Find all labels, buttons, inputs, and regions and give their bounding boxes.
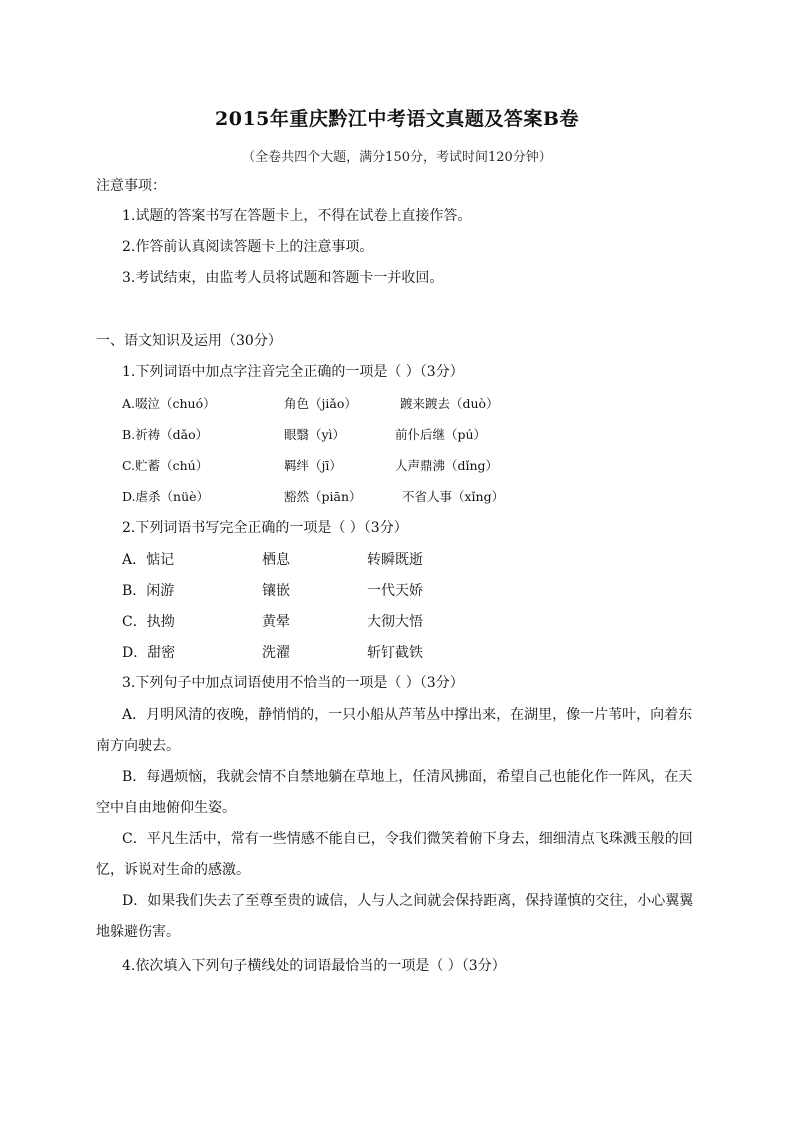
page-title: 2015年重庆黔江中考语文真题及答案B卷: [215, 108, 579, 130]
q2-option-d-2: 洗濯: [262, 645, 290, 661]
question-stem: 3.下列句子中加点词语使用不恰当的一项是（ ）（3分）: [122, 675, 464, 691]
q2-option-c-1: C．执拗: [122, 614, 175, 630]
q2-option-a-1: A．惦记: [122, 552, 175, 568]
q2-option-a-3: 转瞬既逝: [367, 552, 423, 568]
q1-option-c-2: 羁绊（jī）: [284, 458, 342, 473]
question-stem: 2.下列词语书写完全正确的一项是（ ）（3分）: [122, 520, 408, 536]
q2-option-b-1: B．闲游: [122, 583, 175, 599]
q1-option-d-2: 豁然（piān）: [284, 489, 362, 504]
question-stem: 4.依次填入下列句子横线处的词语最恰当的一项是（ ）（3分）: [122, 958, 506, 974]
q2-option-d-3: 斩钉截铁: [367, 645, 423, 661]
q1-option-a-3: 踱来踱去（duò）: [400, 396, 499, 411]
q1-option-b-1: B.祈祷（dǎo）: [122, 427, 209, 442]
notice-item: 1.试题的答案书写在答题卡上，不得在试卷上直接作答。: [122, 208, 472, 224]
q1-option-b-2: 眼翳（yì）: [284, 427, 346, 442]
q3-option-d: D．如果我们失去了至尊至贵的诚信，人与人之间就会保持距离，保持谨慎的交往，小心翼翼地躲避伤害。: [96, 893, 694, 940]
notice-heading: 注意事项：: [96, 178, 166, 194]
q2-option-b-2: 镶嵌: [262, 583, 290, 599]
q3-option-b: B．每遇烦恼，我就会情不自禁地躺在草地上，任清风拂面，希望自己也能化作一阵风，在天空中自由地俯仰生姿。: [96, 769, 693, 816]
q2-option-a-2: 栖息: [262, 552, 290, 568]
question-stem: 1.下列词语中加点字注音完全正确的一项是（ ）（3分）: [122, 364, 464, 380]
q2-option-c-3: 大彻大悟: [367, 614, 423, 630]
q1-option-c-1: C.贮蓄（chú）: [122, 458, 209, 473]
q1-option-a-1: A.啜泣（chuó）: [122, 396, 216, 411]
q1-option-d-3: 不省人事（xǐng）: [402, 489, 505, 504]
q1-option-d-1: D.虐杀（nüè）: [122, 489, 210, 504]
q1-option-a-2: 角色（jiǎo）: [284, 396, 357, 411]
q3-option-c: C．平凡生活中，常有一些情感不能自已，令我们微笑着俯下身去，细细清点飞珠溅玉般的回忆，诉说对生命的感激。: [96, 831, 693, 878]
section-heading: 一、语文知识及运用（30分）: [96, 333, 282, 349]
q3-option-a: A．月明风清的夜晚，静悄悄的，一只小船从芦苇丛中撑出来，在湖里，像一片苇叶，向着东南方向驶去。: [96, 707, 693, 754]
notice-item: 3.考试结束，由监考人员将试题和答题卡一并收回。: [122, 270, 444, 286]
q2-option-b-3: 一代天娇: [367, 583, 423, 599]
q2-option-d-1: D．甜密: [122, 645, 176, 661]
exam-subtitle: （全卷共四个大题，满分150分，考试时间120分钟）: [242, 150, 552, 165]
notice-item: 2.作答前认真阅读答题卡上的注意事项。: [122, 239, 374, 255]
q1-option-b-3: 前仆后继（pú）: [395, 427, 487, 442]
q2-option-c-2: 黄晕: [262, 614, 290, 630]
q1-option-c-3: 人声鼎沸（dǐng）: [395, 458, 499, 473]
